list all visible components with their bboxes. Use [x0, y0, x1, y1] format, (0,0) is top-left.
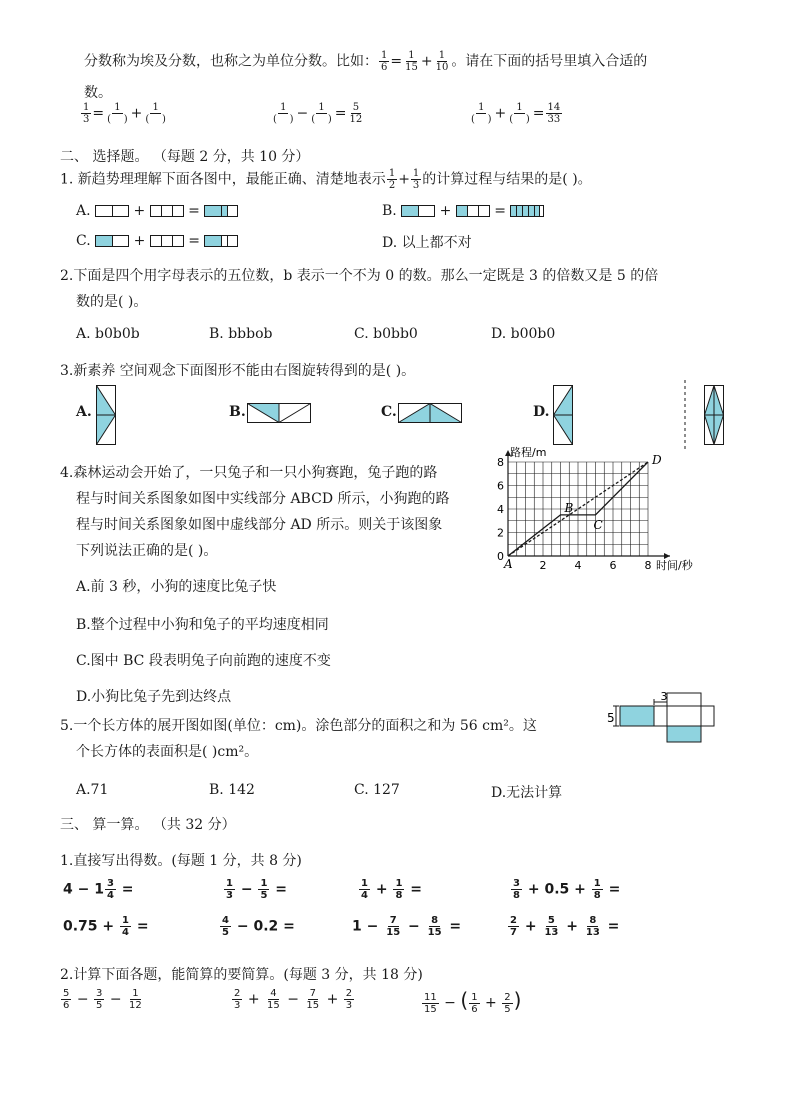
q3-option-d-figure[interactable] — [553, 385, 573, 445]
calc-1-7: 1 − $\frac{7}{15}$ − $\frac{8}{15}$ = — [352, 915, 462, 938]
y-tick-label: 2 — [497, 526, 504, 540]
y-axis-label: 路程/m — [510, 446, 547, 459]
q4-distance-time-chart — [486, 444, 716, 580]
calc-2-3: $\frac{11}{15}$ − ( $\frac{1}{6}$ + $\frac{2}{5}$ ) — [424, 988, 522, 1015]
calc-1-8: $\frac{2}{7}$ + $\frac{5}{13}$ + $\frac{8}{13}$ = — [510, 915, 620, 938]
x-tick-label: 4 — [574, 559, 582, 572]
section-3-sub-1: 1.直接写出得数。(每题 1 分，共 8 分) — [60, 853, 302, 869]
q1-option-b[interactable]: B. + = — [382, 203, 544, 219]
blank-equation-3: $\frac{1}{( )}$ + $\frac{1}{( )}$ = $\frac{14}{33}$ — [471, 102, 561, 125]
q5-option-c[interactable]: C. 127 — [354, 782, 400, 798]
q3-option-d-label[interactable]: D. — [533, 404, 550, 420]
q1-option-a[interactable]: A. + = — [76, 203, 238, 219]
calc-1-1: 4 − 1 $\frac{3}{4}$ = — [63, 878, 134, 901]
q3-option-a-figure[interactable] — [96, 385, 116, 445]
x-tick-label: 8 — [644, 559, 652, 572]
calc-1-5: 0.75 + $\frac{1}{4}$ = — [63, 915, 149, 938]
q5-option-b[interactable]: B. 142 — [209, 782, 255, 798]
point-label-b: B — [564, 500, 574, 515]
section-2-title: 二、 选择题。 （每题 2 分，共 10 分） — [60, 149, 310, 165]
q3-option-c-figure[interactable] — [398, 403, 462, 423]
q5-option-d[interactable]: D.无法计算 — [491, 785, 563, 801]
section-3-sub-2: 2.计算下面各题，能简算的要简算。(每题 3 分，共 18 分) — [60, 967, 423, 983]
point-label-c: C — [593, 517, 603, 532]
q3-option-b-figure[interactable] — [247, 403, 311, 423]
q2-line-1: 2.下面是四个用字母表示的五位数，b 表示一个不为 0 的数。那么一定既是 3 的倍数又是 5 的倍 — [60, 268, 659, 284]
q5-cuboid-net-figure — [604, 686, 734, 746]
q1-stem: 1. 新趋势理理解下面各图中，最能正确、清楚地表示 $\frac{1}{2}$ + $\frac{1}{3}$ 的计算过程与结果的是( )。 — [60, 168, 592, 191]
x-tick-label: 6 — [609, 559, 617, 572]
y-tick-label: 8 — [497, 456, 504, 469]
q4-line-1: 4.森林运动会开始了，一只兔子和一只小狗赛跑，兔子跑的路 — [60, 465, 438, 481]
intro-line-2: 数。 — [84, 85, 112, 101]
blank-equation-2: $\frac{1}{( )}$ − $\frac{1}{( )}$ = $\frac{5}{12}$ — [273, 102, 363, 125]
q3-dashed-divider — [683, 380, 687, 450]
q4-option-d[interactable]: D.小狗比兔子先到达终点 — [76, 689, 232, 705]
q4-option-c[interactable]: C.图中 BC 段表明兔子向前跑的速度不变 — [76, 653, 331, 669]
calc-1-4: $\frac{3}{8}$ + 0.5 + $\frac{1}{8}$ = — [513, 878, 621, 901]
q3-stem: 3.新素养 空间观念下面图形不能由右图旋转得到的是( )。 — [60, 363, 416, 379]
calc-1-6: $\frac{4}{5}$ − 0.2 = — [222, 915, 295, 938]
point-label-d: D — [652, 453, 662, 467]
q5-option-a[interactable]: A.71 — [76, 782, 109, 798]
q1-option-d[interactable]: D. 以上都不对 — [382, 235, 472, 251]
q2-option-b[interactable]: B. bbbob — [209, 326, 273, 342]
frac-1-6: $\frac{1}{6}$ — [381, 50, 388, 73]
blank-equation-1: $\frac{1}{3}$ = $\frac{1}{( )}$ + $\frac{1}{( )}$ — [83, 102, 166, 125]
q4-option-a[interactable]: A.前 3 秒，小狗的速度比兔子快 — [76, 579, 277, 595]
q2-option-d[interactable]: D. b00b0 — [491, 326, 556, 342]
q5-line-1: 5.一个长方体的展开图如图(单位：cm)。涂色部分的面积之和为 56 cm²。这 — [60, 718, 537, 734]
q5-dim-5: 5 — [607, 711, 615, 725]
y-tick-label: 4 — [497, 503, 504, 516]
x-axis-label: 时间/秒 — [656, 559, 693, 572]
calc-2-2: $\frac{2}{3}$ + $\frac{4}{15}$ − $\frac{7}{15}$ + $\frac{2}{3}$ — [234, 988, 353, 1011]
section-3-title: 三、 算一算。 （共 32 分） — [60, 817, 236, 833]
x-tick-label: 2 — [539, 559, 547, 572]
q4-option-b[interactable]: B.整个过程中小狗和兔子的平均速度相同 — [76, 617, 329, 633]
calc-1-2: $\frac{1}{3}$ − $\frac{1}{5}$ = — [226, 878, 288, 901]
q4-line-2: 程与时间关系图象如图中实线部分 ABCD 所示，小狗跑的路 — [76, 491, 450, 507]
calc-1-3: $\frac{1}{4}$ + $\frac{1}{8}$ = — [361, 878, 423, 901]
calc-2-1: $\frac{5}{6}$ − $\frac{3}{5}$ − $\frac{1}{12}$ — [63, 988, 142, 1011]
q3-option-b-label[interactable]: B. — [229, 404, 246, 420]
q2-option-c[interactable]: C. b0bb0 — [354, 326, 418, 342]
intro-line-1: 分数称为埃及分数，也称之为单位分数。比如： $\frac{1}{6}$ = $\frac{1}{15}$ + $\frac{1}{10}$ 。请在下面的括号里填入合适的 — [84, 50, 648, 73]
q3-option-a-label[interactable]: A. — [76, 404, 92, 420]
q5-dim-3: 3 — [660, 690, 668, 703]
y-tick-label: 6 — [497, 479, 504, 493]
q4-line-4: 下列说法正确的是( )。 — [76, 543, 218, 559]
q3-reference-figure — [704, 385, 724, 445]
q2-option-a[interactable]: A. b0b0b — [76, 326, 140, 342]
q5-line-2: 个长方体的表面积是( )cm²。 — [76, 744, 259, 760]
q3-option-c-label[interactable]: C. — [381, 404, 397, 420]
q4-line-3: 程与时间关系图象如图中虚线部分 AD 所示。则关于该图象 — [76, 517, 443, 533]
point-label-a: A — [504, 557, 513, 571]
q2-line-2: 数的是( )。 — [76, 294, 148, 310]
y-tick-label: 0 — [497, 550, 504, 563]
q1-option-c[interactable]: C. + = — [76, 233, 238, 249]
